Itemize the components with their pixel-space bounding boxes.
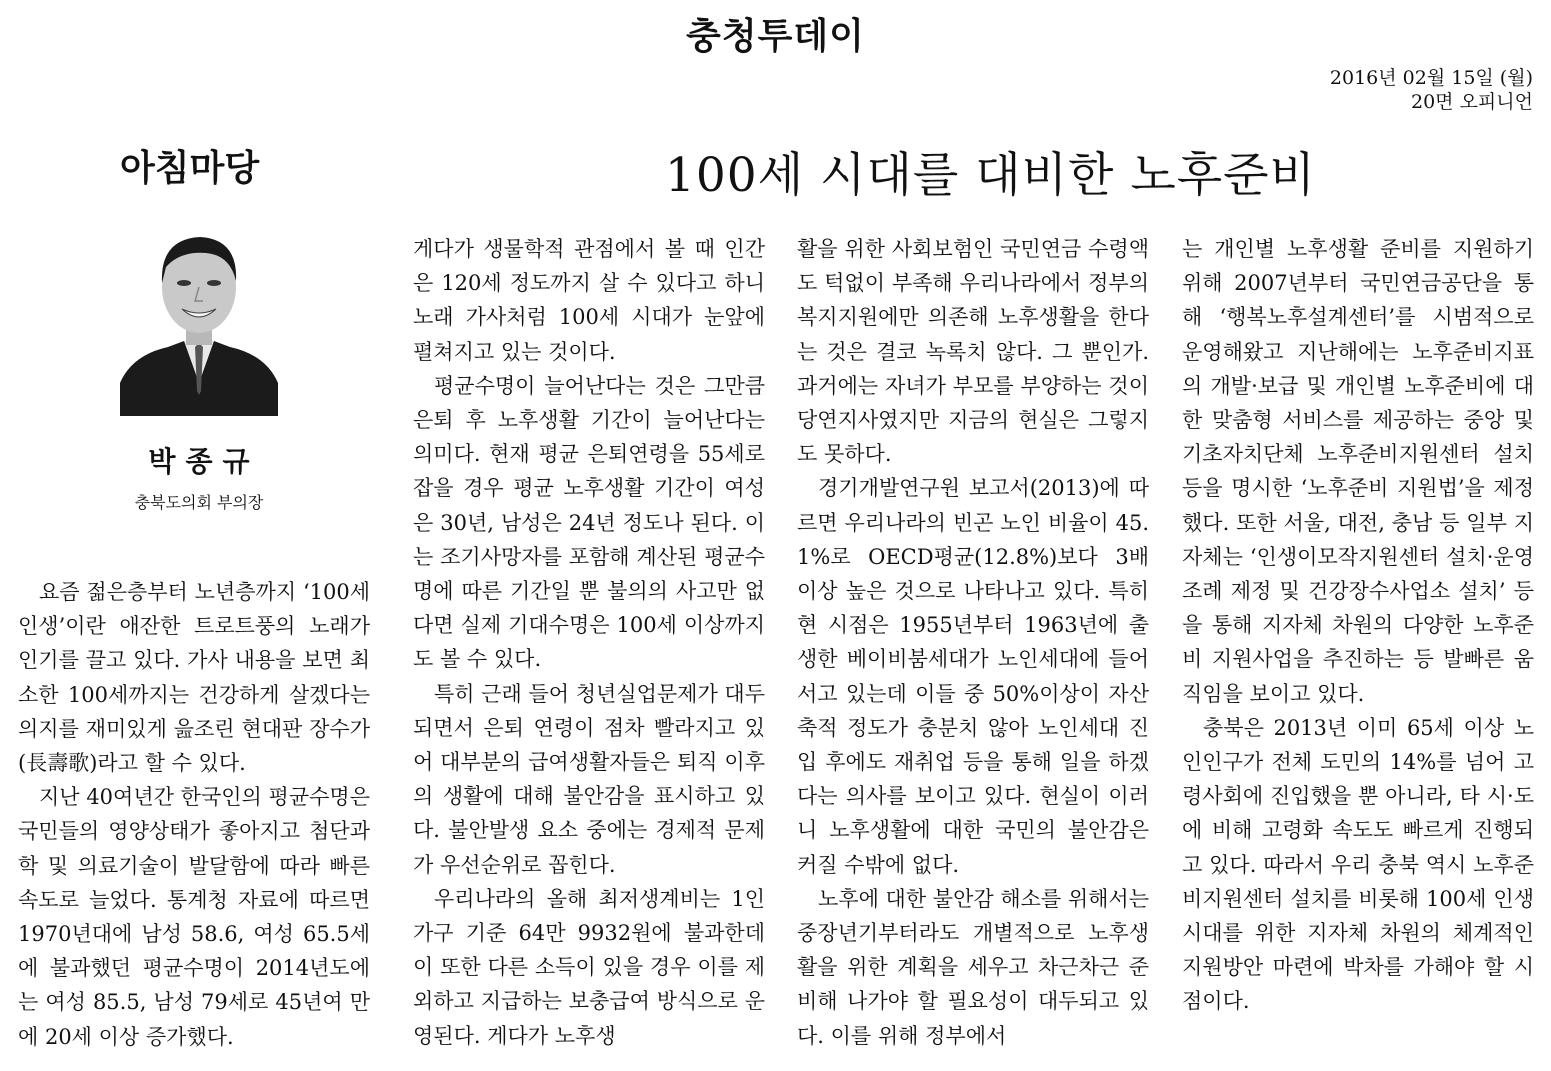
paragraph: 충북은 2013년 이미 65세 이상 노인인구가 전체 도민의 14%를 넘어 고령사회에 진입했을 뿐 아니라, 타 시·도에 비해 고령화 속도도 빠르게 진행되고 있다. 따라서 우리 충북 역시 노후준비지원센터 설치를 비롯해 100세 인생 시대를 위한 지자체 차원의 체계적인 지원방안 마련에 박차를 가해야 할 시점이다. [1182, 715, 1534, 1014]
body-column-3 [797, 232, 1149, 1053]
dateline [1330, 66, 1533, 114]
paragraph: 평균수명이 늘어난다는 것은 그만큼 은퇴 후 노후생활 기간이 늘어난다는 의미다. 현재 평균 은퇴연령을 55세로 잡을 경우 평균 노후생활 기간이 여성은 30년, 남성은 24년 정도나 된다. 이는 조기사망자를 포함해 계산된 평균수명에 따른 기간일 뿐 불의의 사고만 없다면 실제 기대수명은 100세 이상까지도 볼 수 있다. [413, 373, 765, 672]
column-name: 아침마당 [120, 148, 260, 189]
paragraph: 활을 위한 사회보험인 국민연금 수령액도 턱없이 부족해 우리나라에서 정부의 복지지원에만 의존해 노후생활을 한다는 것은 결코 녹록치 않다. 그 뿐인가. 과거에는 자녀가 부모를 부양하는 것이 당연지사였지만 지금의 현실은 그렇지도 못하다. [797, 237, 1149, 467]
body-column-1 [18, 575, 370, 1054]
paragraph: 지난 40여년간 한국인의 평균수명은 국민들의 영양상태가 좋아지고 첨단과학 및 의료기술이 발달함에 따라 빠른 속도로 늘었다. 통계청 자료에 따르면 1970년대에 남성 58.6, 여성 65.5세에 불과했던 평균수명이 2014년도에는 여성 85.5, 남성 79세로 45년여 만에 20세 이상 증가했다. [18, 785, 370, 1049]
author-title: 충북도의회 부의장 [134, 493, 264, 512]
paragraph: 는 개인별 노후생활 준비를 지원하기 위해 2007년부터 국민연금공단을 통해 ‘행복노후설계센터’를 시범적으로 운영해왔고 지난해에는 노후준비지표의 개발·보급 및 개인별 노후준비에 대한 맞춤형 서비스를 제공하는 중앙 및 기초자치단체 노후준비지원센터 설치 등을 명시한 ‘노후준비 지원법’을 제정했다. 또한 서울, 대전, 충남 등 일부 지자체는 ‘인생이모작지원센터 설치·운영 조례 제정 및 건강장수사업소 설치’ 등을 통해 지자체 차원의 다양한 노후준비 지원사업을 추진하는 등 발빠른 움직임을 보이고 있다. [1182, 237, 1534, 706]
paragraph: 특히 근래 들어 청년실업문제가 대두되면서 은퇴 연령이 점차 빨라지고 있어 대부분의 급여생활자들은 퇴직 이후의 생활에 대해 불안감을 표시하고 있다. 불안발생 요소 중에는 경제적 문제가 우선순위로 꼽힌다. [413, 681, 765, 877]
paragraph: 요즘 젊은층부터 노년층까지 ‘100세 인생’이란 애잔한 트로트풍의 노래가 인기를 끌고 있다. 가사 내용을 보면 최소한 100세까지는 건강하게 살겠다는 의지를 재미있게 읊조린 현대판 장수가(長壽歌)라고 할 수 있다. [18, 580, 370, 776]
body-column-4 [1182, 232, 1534, 1019]
paragraph: 노후에 대한 불안감 해소를 위해서는 중장년기부터라도 개별적으로 노후생활을 위한 계획을 세우고 차근차근 준비해 나가야 할 필요성이 대두되고 있다. 이를 위해 정부에서 [797, 886, 1149, 1048]
article-headline: 100세 시대를 대비한 노후준비 [665, 148, 1316, 203]
paragraph: 게다가 생물학적 관점에서 볼 때 인간은 120세 정도까지 살 수 있다고 하니 노래 가사처럼 100세 시대가 눈앞에 펼쳐지고 있는 것이다. [413, 237, 765, 364]
author-photo [120, 215, 278, 416]
body-column-2 [413, 232, 765, 1053]
paragraph: 경기개발연구원 보고서(2013)에 따르면 우리나라의 빈곤 노인 비율이 45.1%로 OECD평균(12.8%)보다 3배 이상 높은 것으로 나타나고 있다. 특히 현 시점은 1955년부터 1963년에 출생한 베이비붐세대가 노인세대에 들어서고 있는데 이들 중 50%이상이 자산축적 정도가 충분치 않아 노인세대 진입 후에도 재취업 등을 통해 일을 하겠다는 의사를 보이고 있다. 현실이 이러니 노후생활에 대한 국민의 불안감은 커질 수밖에 없다. [797, 476, 1149, 877]
author-name: 박종규 [148, 445, 260, 478]
publication-date: 2016년 02월 15일 (월) [1329, 67, 1533, 89]
newspaper-masthead: 충청투데이 [686, 16, 865, 57]
paragraph: 우리나라의 올해 최저생계비는 1인 가구 기준 64만 9932원에 불과한데 이 또한 다른 소득이 있을 경우 이를 제외하고 지급하는 보충급여 방식으로 운영된다. 게다가 노후생 [413, 886, 765, 1048]
page-section: 20면 오피니언 [1411, 91, 1533, 113]
